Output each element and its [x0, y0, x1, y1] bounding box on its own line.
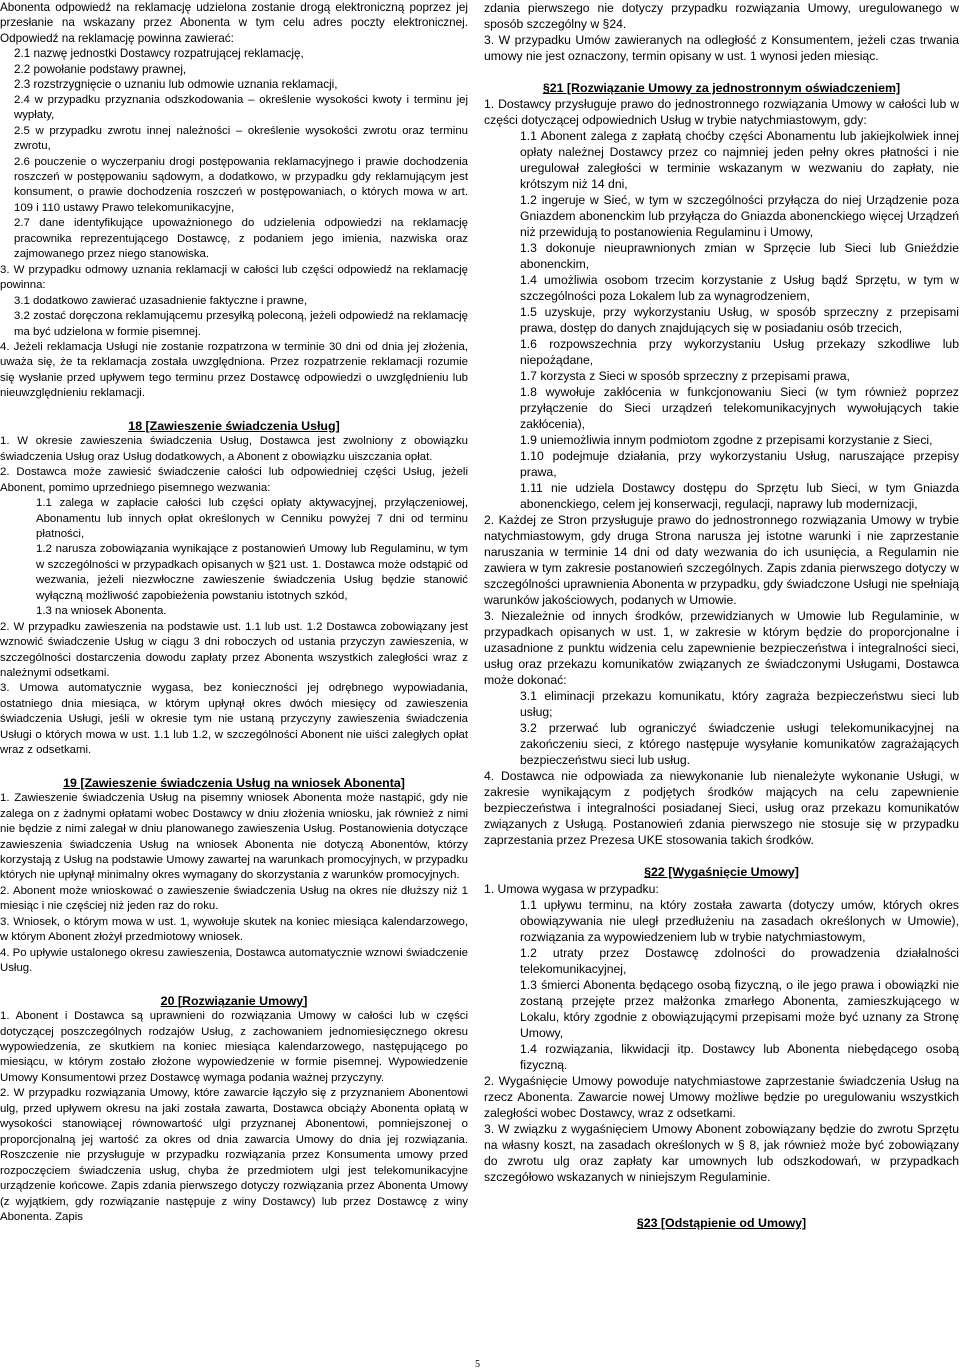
item-2-1: 2.1 nazwę jednostki Dostawcy rozpatrującej reklamację, [14, 47, 304, 61]
section-22-item-1-4: 1.4 rozwiązania, likwidacji itp. Dostawcy lub Abonenta niebędącego osobą fizyczną. [520, 1041, 959, 1072]
section-22-para-1: 1. Umowa wygasa w przypadku: [484, 881, 659, 896]
section-22-heading: §22 [Wygaśnięcie Umowy] [644, 865, 799, 880]
section-21-item-1-4: 1.4 umożliwia osobom trzecim korzystanie z Usług bądź Sprzętu, w tym w szczególności poza Lokalem lub za wynagrodzeniem, [520, 273, 959, 304]
item-3-2: 3.2 zostać doręczona reklamującemu przesyłką poleconą, jeżeli odpowiedź na reklamację ma być udzielona w formie pisemnej. [14, 310, 468, 338]
item-2-2: 2.2 powołanie podstawy prawnej, [14, 62, 187, 76]
section-22-item-1-3: 1.3 śmierci Abonenta będącego osobą fizyczną, o ile jego prawa i obowiązki nie zostaną przejęte przez małżonka zmarłego Abonenta, zamieszkującego w Lokalu, który zgodnie z obowiązującymi przepisami może być uznany za Stronę Umowy, [520, 977, 959, 1040]
section-21-item-1-5: 1.5 uzyskuje, przy wykorzystaniu Usług, w sposób sprzeczny z przepisami prawa, dostęp do danych znajdujących się w posiadaniu osób trzecich, [520, 305, 959, 336]
section-22-item-1-1: 1.1 upływu terminu, na który została zawarta (dotyczy umów, których okres obowiązywania nie uległ przedłużeniu na zasadach określonych w Umowie), rozwiązania za wypowiedzeniem lub w trybie natychmiastowym, [520, 897, 959, 944]
section-21-item-1-2: 1.2 ingeruje w Sieć, w tym w szczególności przyłącza do niej Urządzenie poza Gniazdem abonenckim lub przyłącza do Gniazda abonenckiego więcej Urządzeń niż przewidują to postanowienia Regulaminu i Umowy, [520, 193, 959, 240]
reply-intro: Abonenta odpowiedź na reklamację udzielona zostanie drogą elektroniczną poprzez jej przesłanie na wskazany przez Abonenta w tym celu adres poczty elektronicznej. Odpowiedź na reklamację powinna zawierać: [0, 1, 468, 45]
right-column [484, 0, 959, 1231]
section-20-heading: 20 [Rozwiązanie Umowy] [160, 993, 308, 1008]
item-2-6: 2.6 pouczenie o wyczerpaniu drogi postępowania reklamacyjnego i prawie dochodzenia roszczeń w postępowaniu sądowym, a dodatkowo, w przypadku gdy reklamującym jest konsument, o prawie dochodzenia roszczeń w postępowaniach, o których mowa w art. 109 i 110 ustawy Prawo telekomunikacyjne, [14, 155, 468, 214]
item-4: 4. Jeżeli reklamacja Usługi nie zostanie rozpatrzona w terminie 30 dni od dnia jej złożenia, uważa się, że ta reklamacja została uwzględniona. Przez rozpatrzenie reklamacji rozumie się wysłanie przed upływem tego terminu przez Dostawcę odpowiedzi o uwzględnieniu lub nieuwzględnieniu reklamacji. [0, 340, 468, 400]
section-19-para-3: 3. Wniosek, o którym mowa w ust. 1, wywołuje skutek na koniec miesiąca kalendarzowego, w którym Abonent złożył przedmiotowy wniosek. [0, 915, 468, 944]
item-2-4: 2.4 w przypadku przyznania odszkodowania – określenie wysokości kwoty i terminu jej wypłaty, [14, 93, 468, 122]
section-19-para-1: 1. Zawieszenie świadczenia Usług na pisemny wniosek Abonenta może nastąpić, gdy nie zalega on z żadnymi opłatami wobec Dostawcy w dniu złożenia wniosku, jak również z nimi nie będzie z nimi zalegał w dniu planowanego zawieszenia Usług. Postanowienia dotyczące zawieszenia świadczenia Usług na wniosek Abonenta nie dotyczą Abonentów, którzy korzystają z Usług na podstawie Umowy zawartej na warunkach promocyjnych, w przypadku których nie upłynął minimalny okres wymagany do skorzystania z warunków promocyjnych. [0, 792, 468, 882]
section-18-para-4: 3. Umowa automatycznie wygasa, bez konieczności jej odrębnego wypowiadania, ostatniego dnia miesiąca, w którym upłynął okres dwóch miesięcy od zawieszenia świadczenia Usługi, jeśli w okresie tym nie ustaną przyczyny zawieszenia świadczenia Usługi o których mowa w ust. 1.1 lub 1.2, w szczególności Abonent nie uiści zaległych opłat wraz z odsetkami. [0, 682, 468, 757]
section-19-para-4: 4. Po upływie ustalonego okresu zawieszenia, Dostawca automatycznie wznowi świadczenie Usług. [0, 946, 468, 975]
section-21-item-3-2: 3.2 przerwać lub ograniczyć świadczenie usługi telekomunikacyjnej na zakończeniu sieci, z którego następuje wysyłanie komunikatów zagrażających bezpieczeństwu sieci lub usług. [520, 721, 959, 768]
section-21-para-3: 3. Niezależnie od innych środków, przewidzianych w Umowie lub Regulaminie, w przypadkach opisanych w ust. 1, w zakresie w którym będzie do proporcjonalne i uzasadnione z punktu widzenia celu zapewnienie bezpieczeństwa i integralności sieci, usług oraz przekazu komunikatów związanych ze świadczonymi Usługami, Dostawca może dokonać: [484, 609, 959, 688]
section-21-item-1-8: 1.8 wywołuje zakłócenia w funkcjonowaniu Sieci (w tym również poprzez przyłączenie do Sieci urządzeń telekomunikacyjnych wywołujących takie zakłócenia), [520, 385, 959, 432]
section-21-item-1-6: 1.6 rozpowszechnia przy wykorzystaniu Usług przekazy szkodliwe lub niepożądane, [520, 337, 959, 368]
section-18-item-1-3: 1.3 na wniosek Abonenta. [36, 605, 167, 618]
section-18-para-2: 2. Dostawca może zawiesić świadczenie całości lub odpowiedniej części Usług, jeżeli Abonent, pomimo uprzedniego pisemnego wezwania: [0, 466, 468, 494]
item-2-5: 2.5 w przypadku zwrotu innej należności – określenie wysokości zwrotu oraz terminu zwrotu, [14, 124, 468, 153]
item-2-3: 2.3 rozstrzygnięcie o uznaniu lub odmowie uznania reklamacji, [14, 78, 338, 92]
section-18-para-3: 2. W przypadku zawieszenia na podstawie ust. 1.1 lub ust. 1.2 Dostawca zobowiązany jest wznowić świadczenie Usług w ciągu 3 dni roboczych od ustania przyczyn zawieszenia, w szczególności dostarczenia dowodu zapłaty przez Abonenta wszystkich zaległości wraz z należnymi odsetkami. [0, 620, 468, 680]
item-3-1: 3.1 dodatkowo zawierać uzasadnienie faktyczne i prawne, [14, 294, 308, 307]
section-21-item-1-1: 1.1 Abonent zalega z zapłatą choćby części Abonamentu lub jakiejkolwiek innej opłaty należnej Dostawcy przez co najmniej jeden pełny okres płatności i nie uregulował zaległości w terminie wskazanym w wezwaniu do zapłaty, nie krótszym niż 14 dni, [520, 129, 959, 192]
section-22-item-1-2: 1.2 utraty przez Dostawcę zdolności do prowadzenia działalności telekomunikacyjnej, [520, 945, 959, 976]
item-3: 3. W przypadku odmowy uznania reklamacji w całości lub części odpowiedź na reklamację powinna: [0, 263, 468, 292]
section-23-heading: §23 [Odstąpienie od Umowy] [636, 1215, 807, 1230]
section-18-heading: 18 [Zawieszenie świadczenia Usług] [128, 418, 340, 433]
section-22-para-2: 2. Wygaśnięcie Umowy powoduje natychmiastowe zaprzestanie świadczenia Usług na rzecz Abonenta. Zawarcie nowej Umowy możliwe będzie po uregulowaniu wszystkich zaległości wobec Dostawcy, wraz z odsetkami. [484, 1073, 959, 1120]
section-20-continuation: zdania pierwszego nie dotyczy przypadku rozwiązania Umowy, uregulowanego w sposób szczególny w §24. [484, 1, 959, 31]
section-20-para-3: 3. W przypadku Umów zawieranych na odległość z Konsumentem, jeżeli czas trwania umowy nie jest oznaczony, termin opisany w ust. 1 wynosi jeden miesiąc. [484, 33, 959, 63]
section-21-para-2: 2. Każdej ze Stron przysługuje prawo do jednostronnego rozwiązania Umowy w trybie natychmiastowym, gdy druga Strona narusza jej istotne warunki i nie zaprzestanie naruszania w terminie 14 dni od daty wezwania do ich usunięcia, a Regulamin nie zawiera w tym zakresie postanowień szczególnych. Zapis zdania pierwszego dotyczy w szczególności uprawnienia Abonenta w przypadku, gdy świadczone Usługi nie spełniają warunków jakościowych, podanych w Umowie. [484, 513, 959, 608]
section-21-para-1: 1. Dostawcy przysługuje prawo do jednostronnego rozwiązania Umowy w całości lub w części dotyczącej odpowiednich Usług w trybie natychmiastowym, gdy: [484, 97, 959, 128]
section-21-para-4: 4. Dostawca nie odpowiada za niewykonanie lub nienależyte wykonanie Usługi, w zakresie wynikającym z podjętych środków mających na celu zapewnienie bezpieczeństwa i integralności posiadanej Sieci, usług oraz przekazu komunikatów związanych z Usługą. Postanowień zdania pierwszego nie stosuje się w przypadku zaprzestania przez Prezesa UKE stosowania takich środków. [484, 769, 959, 848]
section-21-item-1-7: 1.7 korzysta z Sieci w sposób sprzeczny z przepisami prawa, [520, 369, 850, 384]
section-22-para-3: 3. W związku z wygaśnięciem Umowy Abonent zobowiązany będzie do zwrotu Sprzętu na własny koszt, na zasadach określonych w § 8, jak również może być zobowiązany do zwrotu ulg oraz zapłaty kar umownych lub odszkodowań, w przypadkach szczegółowo wskazanych w niniejszym Regulaminie. [484, 1121, 959, 1184]
section-21-item-1-11: 1.11 nie udziela Dostawcy dostępu do Sprzętu lub Sieci, w tym Gniazda abonenckiego, celem jej konserwacji, regulacji, naprawy lub modernizacji, [520, 481, 959, 512]
item-2-7: 2.7 dane identyfikujące upoważnionego do udzielenia odpowiedzi na reklamację pracownika reprezentującego Dostawcę, z podaniem jego imienia, nazwiska oraz zajmowanego przez niego stanowiska. [14, 217, 468, 261]
section-21-heading: §21 [Rozwiązanie Umowy za jednostronnym oświadczeniem] [542, 81, 901, 95]
section-21-item-1-3: 1.3 dokonuje nieuprawnionych zmian w Sprzęcie lub Sieci lub Gnieździe abonenckim, [520, 241, 959, 272]
section-20-para-1: 1. Abonent i Dostawca są uprawnieni do rozwiązania Umowy w całości lub w części dotyczącej poszczególnych rodzajów Usług, z zachowaniem jednomiesięcznego okresu wypowiedzenia, ze skutkiem na koniec miesiąca kalendarzowego, następującego po miesiącu, w którym zostało złożone wypowiedzenie w formie pisemnej. Wypowiedzenie Umowy Konsumentowi przez Dostawcę wymaga podania ważnej przyczyny. [0, 1010, 468, 1084]
page-number: 5 [475, 1359, 480, 1370]
left-column [0, 0, 468, 1225]
section-18-para-1: 1. W okresie zawieszenia świadczenia Usług, Dostawca jest zwolniony z obowiązku świadczenia Usług oraz Usług dodatkowych, a Abonent z obowiązku uiszczania opłat. [0, 435, 468, 463]
section-19-heading: 19 [Zawieszenie świadczenia Usług na wniosek Abonenta] [63, 775, 405, 790]
section-18-item-1-2: 1.2 narusza zobowiązania wynikające z postanowień Umowy lub Regulaminu, w tym w szczególności w przypadkach opisanych w §21 ust. 1. Dostawca może odstąpić od wezwania, jeżeli niezwłoczne zawieszenie świadczenia Usług będzie stanowić wyłączną możliwość zapobieżenia powstaniu istotnych szkód, [36, 543, 468, 602]
section-21-item-1-10: 1.10 podejmuje działania, przy wykorzystaniu Usług, naruszające przepisy prawa, [520, 449, 959, 480]
section-21-item-3-1: 3.1 eliminacji przekazu komunikatu, który zagraża bezpieczeństwu sieci lub usług; [520, 689, 959, 720]
section-18-item-1-1: 1.1 zalega w zapłacie całości lub części opłaty aktywacyjnej, przyłączeniowej, Abonamentu lub innych opłat określonych w Cenniku powyżej 7 dni od terminu płatności, [36, 497, 468, 540]
section-21-item-1-9: 1.9 uniemożliwia innym podmiotom zgodne z przepisami korzystanie z Sieci, [520, 433, 933, 448]
section-20-para-2: 2. W przypadku rozwiązania Umowy, które zawarcie łączyło się z przyznaniem Abonentowi ulg, przed upływem okresu na jaki została zawarta, Dostawca obciąży Abonenta opłatą w wysokości stanowiącej równowartość ulgi przyznanej Abonentowi, pomniejszonej o proporcjonalną jej wartość za okres od dnia zawarcia Umowy do dnia jej rozwiązania. Roszczenie nie przysługuje w przypadku rozwiązania przez Konsumenta umowy przed rozpoczęciem świadczenia usług, chyba że przedmiotem ulgi jest telekomunikacyjne urządzenie końcowe. Zapis zdania pierwszego dotyczy rozwiązania przez Abonenta Umowy (z wyjątkiem, gdy rozwiązanie następuje z winy Dostawcy) lub przez Dostawcę z winy Abonenta. Zapis [0, 1087, 468, 1223]
section-19-para-2: 2. Abonent może wnioskować o zawieszenie świadczenia Usług na okres nie dłuższy niż 1 miesiąc i nie częściej niż jeden raz do roku. [0, 884, 468, 913]
